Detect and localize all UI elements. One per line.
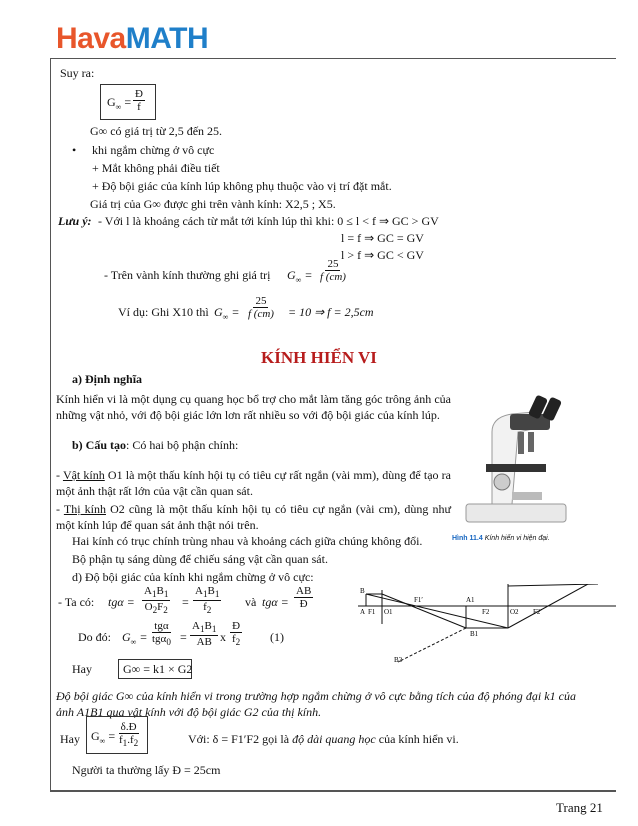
with-text: Với: δ = F1′F2 gọi là xyxy=(188,732,290,746)
def-text: Kính hiển vi là một dụng cụ quang học bổ trợ cho mắt làm tăng góc trông ảnh của những vật nhỏ, với độ bội giác lớn lơn rất nhiều so với độ bội giác của kính lúp. xyxy=(56,392,451,422)
svg-text:A1: A1 xyxy=(466,596,475,604)
do-do: Do đó: xyxy=(78,630,111,644)
note-text: - Với l là khoảng cách từ mắt tới kính lúp thì khi: 0 ≤ l < f ⇒ GC > GV xyxy=(98,214,439,228)
svg-text:O1: O1 xyxy=(384,608,393,616)
note-2: l = f ⇒ GC = GV xyxy=(341,231,424,245)
italic-text: Độ bội giác G∞ của kính hiển vi trong trường hợp ngắm chừng ở vô cực bằng tích của độ phóng đại k1 của ảnh A1B1 qua vật kính với độ bội giác G2 của thị kính. xyxy=(56,689,576,719)
axis-text: Hai kính có trục chính trùng nhau và khoảng cách giữa chúng không đổi. xyxy=(72,534,423,548)
page-number: Trang 21 xyxy=(556,800,603,815)
hay: Hay xyxy=(72,662,92,676)
label-A: A xyxy=(360,608,366,616)
microscope-image xyxy=(452,392,588,532)
light-text: Bộ phận tụ sáng dùng để chiếu sáng vật cần quan sát. xyxy=(72,552,328,566)
havamath-logo: HavaMATH xyxy=(56,22,209,55)
example-text: Ví dụ: Ghi X10 thì xyxy=(118,305,209,319)
indep: + Độ bội giác của kính lúp không phụ thuộc vào vị trí đặt mắt. xyxy=(92,179,392,193)
hay-2: Hay xyxy=(60,732,80,746)
suy-ra: Suy ra: xyxy=(60,66,95,80)
optical-length: độ dài quang học xyxy=(292,732,376,746)
label-B: B xyxy=(360,587,365,595)
svg-text:F2: F2 xyxy=(482,608,490,616)
ray-diagram xyxy=(358,584,620,664)
last-line: Người ta thường lấy Đ = 25cm xyxy=(72,763,221,777)
left-margin-rule xyxy=(50,59,51,790)
formula-box-g: $G_\infty$ = $\frac{Đ}{f}$ xyxy=(100,84,156,120)
g-range: G∞ có giá trị từ 2,5 đến 25. xyxy=(90,124,223,138)
bullet-inf: khi ngắm chừng ở vô cực xyxy=(92,143,215,157)
svg-text:B1: B1 xyxy=(470,630,479,638)
header-rule xyxy=(50,58,616,59)
eq-num: (1) xyxy=(270,630,284,644)
example-tail: = 10 ⇒ f = 2,5cm xyxy=(288,305,374,319)
mag-heading: d) Độ bội giác của kính khi ngắm chừng ở vô cực: xyxy=(72,570,314,584)
figure-caption: Hình 11.4 Kính hiển vi hiện đại. xyxy=(452,535,550,542)
va: và xyxy=(245,595,257,609)
objective-para: - Vật kính O1 là một thấu kính hội tụ có tiêu cự rất ngắn (vài mm), dùng để tạo ra một ảnh thật rất lớn của vật cần quan sát. xyxy=(56,468,451,498)
eyepiece-para: - Thị kính O2 cũng là một thấu kính hội tụ có tiêu cự ngắn (vài cm), dùng như một kính lúp để quan sát ảnh thật nói trên. xyxy=(56,502,451,532)
rim-fraction: $\frac{25}{f (cm)}$ xyxy=(320,258,346,283)
structure-heading: b) Cấu tạo xyxy=(72,438,127,452)
svg-text:B2: B2 xyxy=(394,656,403,664)
label-value: Giá trị của G∞ được ghi trên vành kính: X2,5 ; X5. xyxy=(90,197,336,211)
bullet-icon: • xyxy=(72,143,77,157)
svg-text:F2′: F2′ xyxy=(533,608,542,616)
formula-box-product: G∞ = k1 × G2 xyxy=(118,659,192,679)
section-title: KÍNH HIỂN VI xyxy=(261,348,377,367)
footer-rule xyxy=(50,790,616,792)
ta-co: - Ta có: xyxy=(58,595,95,609)
def-heading: a) Định nghĩa xyxy=(72,372,143,386)
note-3: l > f ⇒ GC < GV xyxy=(341,248,424,262)
svg-text:O2: O2 xyxy=(510,608,519,616)
rim-text: - Trên vành kính thường ghi giá trị xyxy=(104,268,271,282)
svg-text:F1: F1 xyxy=(368,608,376,616)
no-accom: + Mắt không phải điều tiết xyxy=(92,161,220,175)
note-label: Lưu ý: xyxy=(58,214,92,228)
svg-text:F1′: F1′ xyxy=(414,596,423,604)
formula-box-delta: $G_\infty$ = $\frac{\delta.Đ}{f_1.f_2}$ xyxy=(86,716,148,754)
